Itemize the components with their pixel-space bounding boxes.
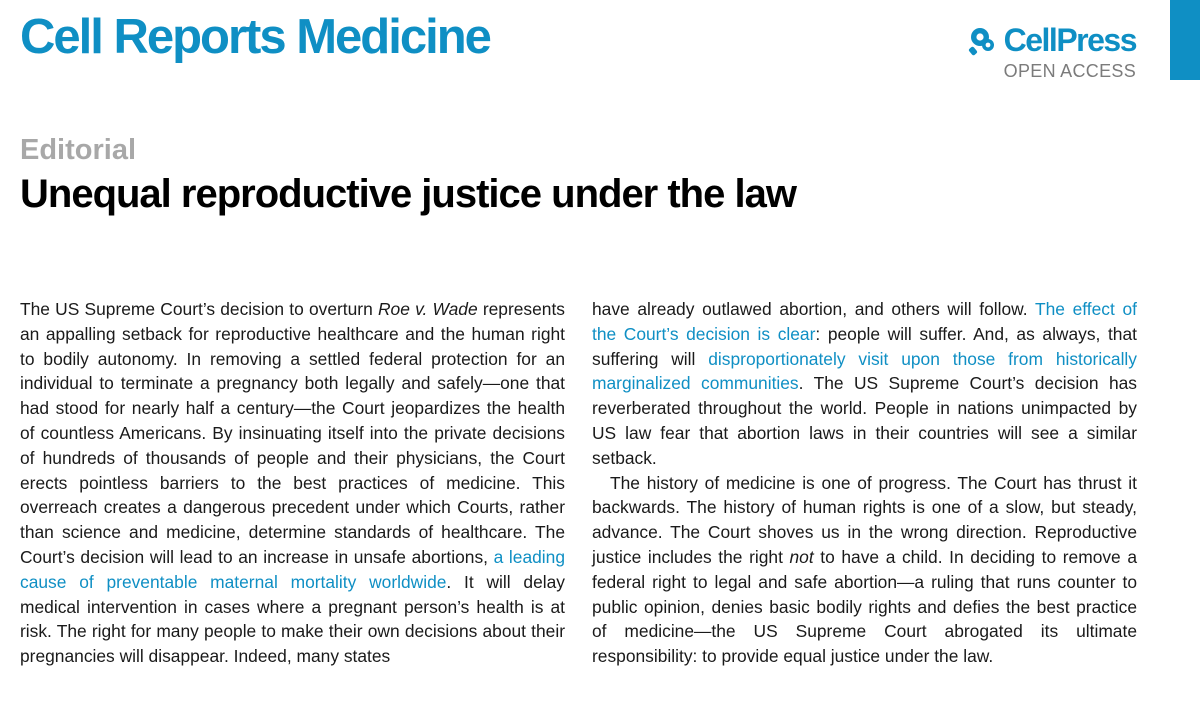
text-run: : people will suffer. And, as always, that suffering will xyxy=(592,323,1137,369)
reference-link-maternal-mortality[interactable]: a leading cause of preventable maternal mortality worldwide xyxy=(20,546,565,592)
text-run: The history of medicine is one of progress. The Court has thrust it backwards. The history of human rights is one of a slow, but steady, advance. The Court shoves us in the wrong direction. Reproductive justice includes the right xyxy=(592,472,1137,567)
section-label: Editorial xyxy=(20,134,137,166)
emphasis: not xyxy=(789,546,814,567)
text-run: represents an appalling setback for reproductive healthcare and the human right to bodily autonomy. In removing a settled federal protection for an individual to terminate a pregnancy both legally and safely—one that had stood for nearly half a century—the Court jeopardizes the health of countless Americans. By insinuating itself into the private decisions of hundreds of thousands of people and their physicians, the Court erects pointless barriers to the best practices of medicine. This overreach creates a dangerous precedent under which Courts, rather than science and medicine, determine standards of healthcare. The Court’s decision will lead to an increase in unsafe abortions, xyxy=(20,299,565,567)
side-tab xyxy=(1170,0,1200,80)
article-title: Unequal reproductive justice under the law xyxy=(20,172,796,216)
open-access-label: OPEN ACCESS xyxy=(1003,61,1136,81)
text-run: to have a child. In deciding to remove a federal right to legal and safe abortion—a ruling that runs counter to public opinion, denies basic bodily rights and defies the best practice of medicine—the US Supreme Court abrogated its ultimate responsibility: to provide equal justice under the law. xyxy=(592,546,1137,667)
text-run: . It will delay medical intervention in cases where a pregnant person’s health is at risk. The right for many people to make their own decisions about their pregnancies will disappear. Indeed, many states xyxy=(20,571,565,667)
case-name: Roe v. Wade xyxy=(377,299,478,319)
publisher-name: CellPress xyxy=(1003,22,1136,58)
text-run: The US Supreme Court’s decision to overturn xyxy=(20,299,378,319)
body-column-left xyxy=(20,297,565,669)
text-run: have already outlawed abortion, and others will follow. xyxy=(592,299,1035,319)
cellpress-logo-icon xyxy=(966,23,1000,57)
paragraph xyxy=(592,471,1137,669)
text-run: . The US Supreme Court’s decision has reverberated throughout the world. People in nations unimpacted by US law fear that abortion laws in their countries will see a similar setback. xyxy=(592,373,1138,468)
body-column-right xyxy=(592,297,1137,669)
article-body xyxy=(20,297,1137,669)
publisher-logo[interactable] xyxy=(966,22,1136,58)
paragraph xyxy=(592,297,1137,471)
reference-link-marginalized-communities[interactable]: disproportionately visit upon those from historically marginalized communities xyxy=(592,348,1137,394)
paragraph xyxy=(20,297,565,669)
journal-title: Cell Reports Medicine xyxy=(20,10,490,64)
publisher-block xyxy=(966,22,1136,82)
reference-link-court-decision[interactable]: The effect of the Court’s decision is clear xyxy=(592,299,1137,344)
